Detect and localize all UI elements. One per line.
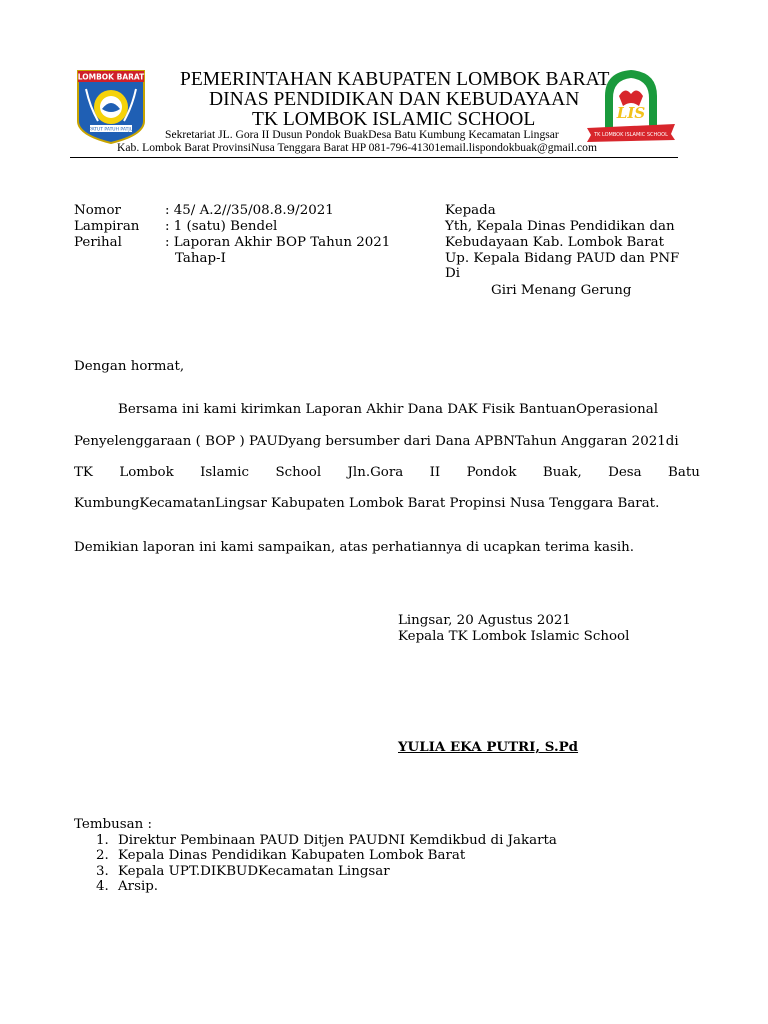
nomor-value: : 45/ A.2//35/08.8.9/2021 — [165, 203, 334, 218]
recipient-line-6: Giri Menang Gerung — [491, 283, 632, 298]
perihal-value-cont: Tahap-I — [175, 251, 226, 266]
list-item-number: 2. — [96, 848, 109, 863]
word: II — [429, 465, 441, 480]
greeting: Dengan hormat, — [74, 359, 185, 374]
recipient-line-3: Kebudayaan Kab. Lombok Barat — [445, 235, 665, 250]
header-address-line-2: Kab. Lombok Barat ProvinsiNusa Tenggara Barat HP 081-796-41301email.lispondokbuak@gmail.com — [117, 141, 597, 154]
lampiran-label: Lampiran — [74, 219, 140, 234]
nomor-label: Nomor — [74, 203, 121, 218]
word: Islamic — [200, 465, 250, 480]
closing-paragraph: Demikian laporan ini kami sampaikan, atas perhatiannya di ucapkan terima kasih. — [74, 540, 634, 555]
list-item-text: Kepala UPT.DIKBUDKecamatan Lingsar — [118, 864, 390, 879]
header-government-name: PEMERINTAHAN KABUPATEN LOMBOK BARAT — [180, 69, 610, 90]
lombok-barat-crest-logo — [76, 69, 146, 144]
lis-logo-banner: TK LOMBOK ISLAMIC SCHOOL — [594, 132, 668, 138]
perihal-value: : Laporan Akhir BOP Tahun 2021 — [165, 235, 391, 250]
recipient-line-5: Di — [445, 266, 461, 281]
crest-banner-text: LOMBOK BARAT — [77, 72, 145, 82]
list-item-number: 4. — [96, 879, 109, 894]
recipient-line-4: Up. Kepala Bidang PAUD dan PNF — [445, 251, 680, 266]
list-item-text: Kepala Dinas Pendidikan Kabupaten Lombok Barat — [118, 848, 466, 863]
signature-place-date: Lingsar, 20 Agustus 2021 — [398, 613, 571, 628]
word: Buak, — [542, 465, 582, 480]
tembusan-label: Tembusan : — [74, 817, 152, 832]
header-address-line-1: Sekretariat JL. Gora II Dusun Pondok BuakDesa Batu Kumbung Kecamatan Lingsar — [165, 128, 559, 141]
list-item-number: 1. — [96, 833, 109, 848]
signature-title: Kepala TK Lombok Islamic School — [398, 629, 630, 644]
paragraph-1-line-3 — [74, 465, 700, 480]
word: Desa — [608, 465, 642, 480]
word: Batu — [668, 465, 700, 480]
list-item-text: Direktur Pembinaan PAUD Ditjen PAUDNI Kemdikbud di Jakarta — [118, 833, 557, 848]
word: Pondok — [466, 465, 517, 480]
header-department-name: DINAS PENDIDIKAN DAN KEBUDAYAAN — [209, 89, 580, 110]
word: TK — [74, 465, 93, 480]
header-divider — [70, 157, 678, 158]
recipient-line-2: Yth, Kepala Dinas Pendidikan dan — [445, 219, 675, 234]
word: Jln.Gora — [347, 465, 404, 480]
word: Lombok — [119, 465, 174, 480]
crest-motto-text: PATUT PATUH PATJU — [89, 127, 133, 133]
perihal-label: Perihal — [74, 235, 122, 250]
paragraph-1-line-2: Penyelenggaraan ( BOP ) PAUDyang bersumber dari Dana APBNTahun Anggaran 2021di — [74, 434, 679, 449]
recipient-line-1: Kepada — [445, 203, 496, 218]
signature-name: YULIA EKA PUTRI, S.Pd — [398, 739, 579, 755]
list-item-number: 3. — [96, 864, 109, 879]
header-school-name: TK LOMBOK ISLAMIC SCHOOL — [252, 109, 536, 130]
word: School — [275, 465, 322, 480]
lampiran-value: : 1 (satu) Bendel — [165, 219, 278, 234]
paragraph-1-line-1: Bersama ini kami kirimkan Laporan Akhir Dana DAK Fisik BantuanOperasional — [118, 402, 658, 417]
paragraph-1-line-4: KumbungKecamatanLingsar Kabupaten Lombok Barat Propinsi Nusa Tenggara Barat. — [74, 496, 660, 511]
list-item-text: Arsip. — [118, 879, 159, 894]
lis-logo-text: LIS — [616, 104, 646, 122]
